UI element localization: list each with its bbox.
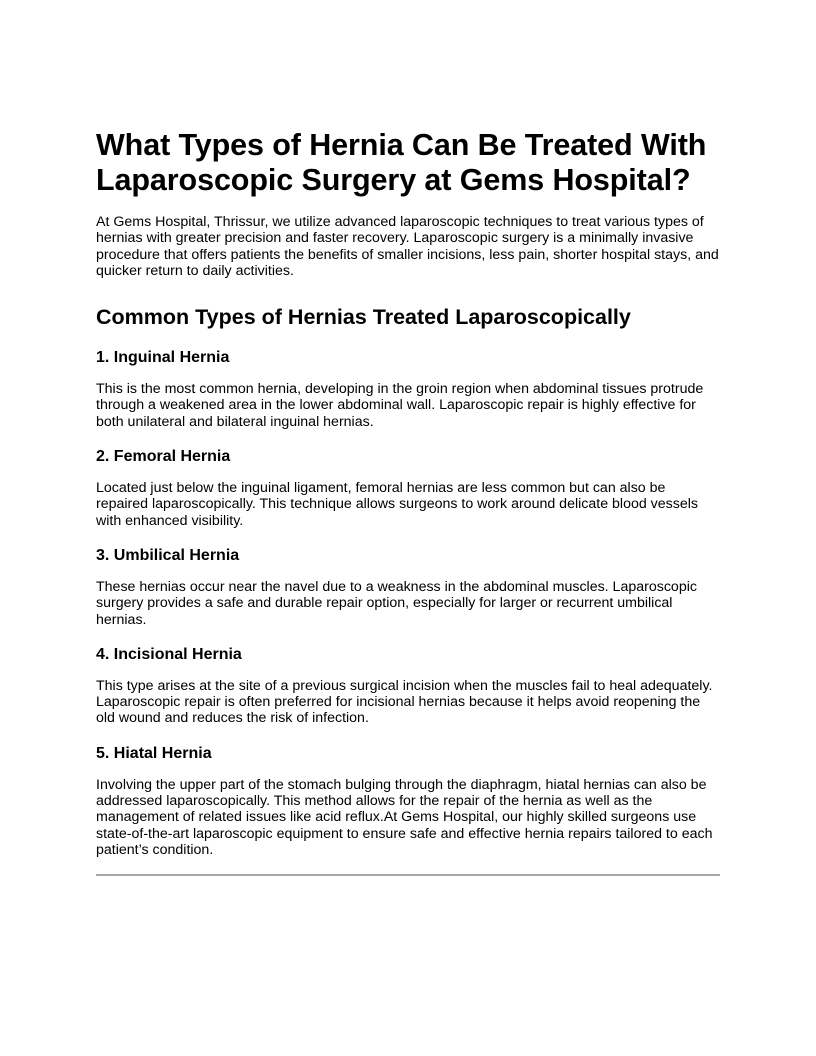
page-title: What Types of Hernia Can Be Treated With Laparoscopic Surgery at Gems Hospital? <box>96 128 707 197</box>
hernia-type-hiatal <box>96 744 720 858</box>
intro-paragraph: At Gems Hospital, Thrissur, we utilize advanced laparoscopic techniques to treat various types of hernias with greater precision and faster recovery. Laparoscopic surgery is a minimally invasive procedure that offers patients the benefits of smaller incisions, less pain, shorter hospital stays, and quicker return to daily activities. <box>96 214 719 279</box>
hernia-type-umbilical <box>96 546 720 628</box>
hernia-type-description: These hernias occur near the navel due to a weakness in the abdominal muscles. Laparoscopic surgery provides a safe and durable repair option, especially for larger or recurrent umbilical hernias. <box>96 578 697 628</box>
document-page <box>96 128 720 876</box>
hernia-type-heading: 4. Incisional Hernia <box>96 645 242 663</box>
hernia-type-inguinal <box>96 348 720 430</box>
hernia-type-heading: 5. Hiatal Hernia <box>96 744 212 762</box>
hernia-type-description: This is the most common hernia, developing in the groin region when abdominal tissues protrude through a weakened area in the lower abdominal wall. Laparoscopic repair is highly effective for both unilateral and bilateral inguinal hernias. <box>96 381 704 430</box>
hernia-type-description: Involving the upper part of the stomach bulging through the diaphragm, hiatal hernias can also be addressed laparoscopically. This method allows for the repair of the hernia as well as the management of related issues like acid reflux.At Gems Hospital, our highly skilled surgeons use state-of-the-art laparoscopic equipment to ensure safe and effective hernia repairs tailored to each patient’s condition. <box>96 776 713 858</box>
section-heading: Common Types of Hernias Treated Laparoscopically <box>96 305 631 330</box>
hernia-type-heading: 1. Inguinal Hernia <box>96 349 230 367</box>
hernia-type-heading: 3. Umbilical Hernia <box>96 546 240 564</box>
hernia-type-description: This type arises at the site of a previous surgical incision when the muscles fail to heal adequately. Laparoscopic repair is often preferred for incisional hernias because it helps avoid reopening the old wound and reduces the risk of infection. <box>96 677 713 727</box>
horizontal-divider <box>96 874 720 876</box>
hernia-type-description: Located just below the inguinal ligament, femoral hernias are less common but can also be repaired laparoscopically. This technique allows surgeons to work around delicate blood vessels with enhanced visibility. <box>96 480 698 529</box>
hernia-type-femoral <box>96 447 720 529</box>
hernia-type-incisional <box>96 645 720 727</box>
hernia-type-heading: 2. Femoral Hernia <box>96 448 231 466</box>
